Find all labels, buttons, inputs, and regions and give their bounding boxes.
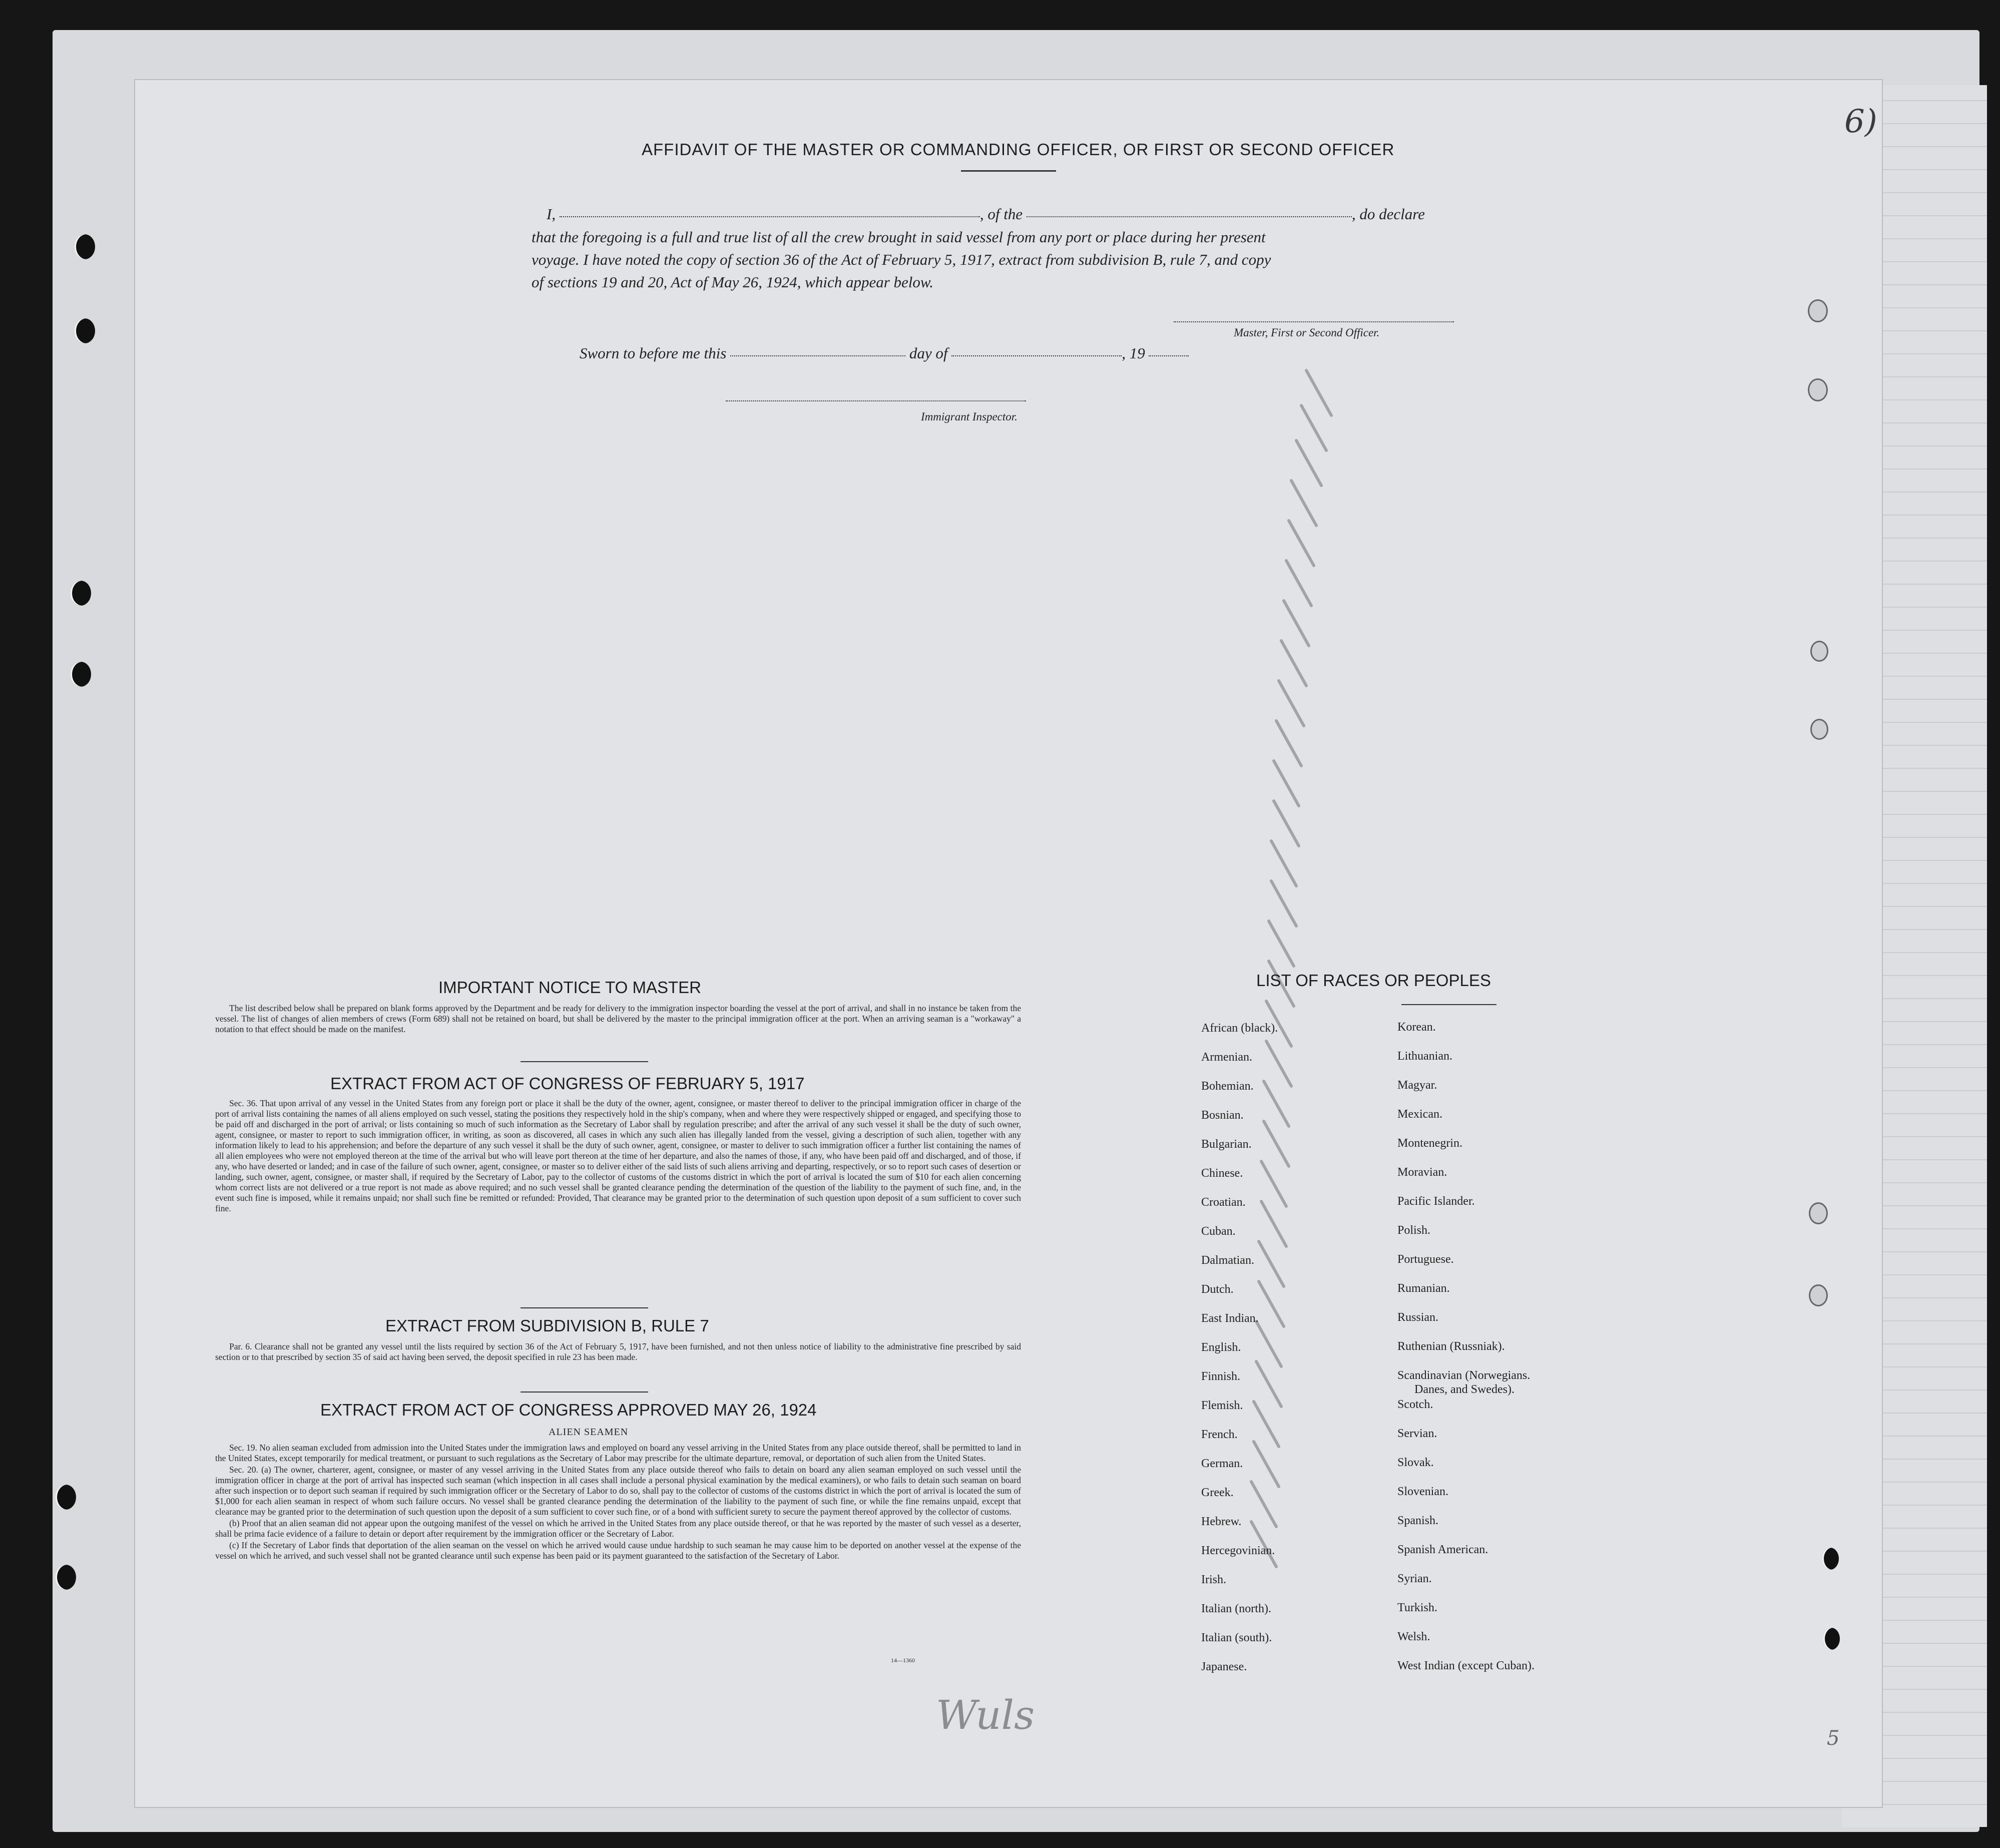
race-item: Montenegrin. xyxy=(1397,1137,1462,1150)
binder-hole xyxy=(1822,1548,1839,1570)
section-divider xyxy=(521,1392,648,1393)
race-item: Danes, and Swedes). xyxy=(1414,1383,1515,1396)
sworn-day-field[interactable] xyxy=(730,355,905,356)
race-item: Russian. xyxy=(1397,1311,1439,1324)
act-1917-heading: EXTRACT FROM ACT OF CONGRESS OF FEBRUARY 5, 1917 xyxy=(330,1074,805,1093)
race-item: Bulgarian. xyxy=(1201,1138,1252,1151)
race-item: Pacific Islander. xyxy=(1397,1195,1475,1208)
affidavit-title: AFFIDAVIT OF THE MASTER OR COMMANDING OFFICER, OR FIRST OR SECOND OFFICER xyxy=(642,140,1395,159)
race-item: Syrian. xyxy=(1397,1572,1432,1585)
section-divider xyxy=(521,1061,648,1062)
declarant-label: I, xyxy=(547,205,556,223)
race-item: Rumanian. xyxy=(1397,1282,1450,1295)
race-item: Spanish. xyxy=(1397,1514,1439,1527)
form-number: 14—1360 xyxy=(891,1657,915,1664)
inspector-signature-label: Immigrant Inspector. xyxy=(921,410,1018,423)
race-item: Turkish. xyxy=(1397,1601,1437,1614)
section-19-paragraph: Sec. 19. No alien seaman excluded from admission into the United States under the immigration laws and employed on board any vessel arriving in the United States from any place outside thereof, shall be permitted to land in the United States, except temporarily for medical treatment, or pursuant to such regulations as the Secretary of Labor may prescribe for the ultimate departure, removal, or deportation of such alien from the United States. xyxy=(215,1443,1021,1463)
race-item: Italian (south). xyxy=(1201,1631,1272,1644)
handwritten-signature-scrawl: Wuls xyxy=(936,1692,1035,1738)
declarant-name-field[interactable] xyxy=(560,216,980,217)
race-item: Irish. xyxy=(1201,1573,1226,1586)
manifest-page xyxy=(135,80,1882,1807)
section-20a-paragraph: Sec. 20. (a) The owner, charterer, agent, consignee, or master of any vessel arriving in the United States from any place outside thereof who fails to detain on board any alien seaman employed on such vessel until the immigration officer in charge at the port of arrival has inspected such seaman (which inspection in all cases shall include a personal physical examination by the medical examiners), or who fails to detain such seaman on board after such inspection or to deport such seaman if required by such immigration officer or the Secretary of Labor to do so, shall pay to the collector of customs of the customs district in which the port of arrival is located the sum of $1,000 for each alien seaman in respect of whom such failure occurs. No vessel shall be granted clearance pending the determination of the liability to the payment of such fine, or while the fine remains unpaid, except that clearance may be granted prior to the determination of such question upon the deposit of a sum sufficient to cover such fine, or of a bond with sufficient surety to secure the payment thereof approved by the collector of customs. xyxy=(215,1465,1021,1517)
race-item: Chinese. xyxy=(1201,1167,1243,1180)
vessel-label: , of the xyxy=(979,205,1023,223)
sworn-year-field[interactable] xyxy=(1149,355,1189,356)
title-underline xyxy=(961,170,1056,172)
race-item: Cuban. xyxy=(1201,1225,1236,1238)
affidavit-line-4: of sections 19 and 20, Act of May 26, 1924, which appear below. xyxy=(532,273,934,291)
races-divider xyxy=(1401,1004,1496,1005)
races-column-2 xyxy=(1397,1021,1535,1689)
race-item: Greek. xyxy=(1201,1486,1234,1499)
race-item: Ruthenian (Russniak). xyxy=(1397,1340,1505,1353)
race-item: Flemish. xyxy=(1201,1399,1243,1412)
rule-7-heading: EXTRACT FROM SUBDIVISION B, RULE 7 xyxy=(385,1316,709,1335)
vessel-name-field[interactable] xyxy=(1027,216,1352,217)
race-item: Hercegovinian. xyxy=(1201,1544,1275,1557)
notice-paragraph: The list described below shall be prepared on blank forms approved by the Department and be ready for delivery to the immigration inspector boarding the vessel at the port of arrival, and shall in no instance be taken from the vessel. The list of changes of alien members of crews (Form 689) shall not be retained on board, but shall be delivered by the master to the principal immigration officer at the port. When an arriving seaman is a "workaway" a notation to that effect should be made on the manifest. xyxy=(215,1003,1021,1034)
year-label: , 19 xyxy=(1122,344,1145,362)
sworn-label: Sworn to before me this xyxy=(580,344,727,362)
race-item: Japanese. xyxy=(1201,1660,1247,1673)
race-item: Welsh. xyxy=(1397,1630,1430,1643)
master-signature-label: Master, First or Second Officer. xyxy=(1234,326,1380,339)
races-column-1 xyxy=(1201,1022,1278,1690)
section-20c-paragraph: (c) If the Secretary of Labor finds that deportation of the alien seaman on the vessel on which he arrived would cause undue hardship to such seaman he may cause him to be deported on another vessel at the expense of the vessel on which he arrived, and such vessel shall not be granted clearance until such expense has been paid or its payment guaranteed to the satisfaction of the Secretary of Labor. xyxy=(215,1540,1021,1561)
sworn-month-field[interactable] xyxy=(951,355,1122,356)
race-item: Moravian. xyxy=(1397,1166,1447,1179)
race-item: Lithuanian. xyxy=(1397,1050,1452,1063)
master-signature-field[interactable] xyxy=(1174,321,1454,322)
affidavit-line-2: that the foregoing is a full and true list of all the crew brought in said vessel from any port or place during her present xyxy=(532,228,1266,246)
affidavit-line-1 xyxy=(547,205,1425,223)
race-item: Italian (north). xyxy=(1201,1602,1271,1615)
affidavit-line-3: voyage. I have noted the copy of section 36 of the Act of February 5, 1917, extract from subdivision B, rule 7, and copy xyxy=(532,251,1271,268)
binder-hole xyxy=(1808,299,1828,322)
alien-seamen-subheading: ALIEN SEAMEN xyxy=(549,1427,629,1438)
race-item: African (black). xyxy=(1201,1022,1278,1035)
race-item: Korean. xyxy=(1397,1021,1436,1034)
race-item: West Indian (except Cuban). xyxy=(1397,1659,1535,1672)
race-item: Armenian. xyxy=(1201,1051,1252,1064)
handwritten-page-number: 6) xyxy=(1844,103,1877,140)
binder-hole xyxy=(1823,1628,1840,1650)
inspector-signature-field[interactable] xyxy=(726,400,1026,401)
race-item: Slovak. xyxy=(1397,1456,1434,1469)
binder-hole xyxy=(1810,719,1828,740)
race-item: Croatian. xyxy=(1201,1196,1246,1209)
race-item: Scandinavian (Norwegians. xyxy=(1397,1369,1531,1382)
binder-hole xyxy=(1809,1284,1828,1306)
act-1917-text xyxy=(215,1098,1021,1215)
races-heading: LIST OF RACES OR PEOPLES xyxy=(1256,971,1491,990)
race-item: Finnish. xyxy=(1201,1370,1241,1383)
race-item: East Indian. xyxy=(1201,1312,1259,1325)
handwritten-mark: 5 xyxy=(1827,1727,1840,1750)
race-item: Slovenian. xyxy=(1397,1485,1448,1498)
notice-heading: IMPORTANT NOTICE TO MASTER xyxy=(438,978,702,997)
race-item: Hebrew. xyxy=(1201,1515,1242,1528)
race-item: Dalmatian. xyxy=(1201,1254,1254,1267)
rule-7-paragraph: Par. 6. Clearance shall not be granted any vessel until the lists required by section 36 of the Act of February 5, 1917, have been furnished, and not then unless notice of liability to the administrative fine prescribed by said section or to that prescribed by section 35 of said act having been served, the deposit specified in rule 23 has been made. xyxy=(215,1341,1021,1362)
race-item: Spanish American. xyxy=(1397,1543,1488,1556)
punch-hole xyxy=(74,318,95,343)
race-item: Mexican. xyxy=(1397,1108,1442,1121)
race-item: Magyar. xyxy=(1397,1079,1437,1092)
binder-hole xyxy=(1810,641,1828,662)
race-item: French. xyxy=(1201,1428,1238,1441)
race-item: Polish. xyxy=(1397,1224,1431,1237)
day-of-label: day of xyxy=(909,344,948,362)
race-item: Bosnian. xyxy=(1201,1109,1244,1122)
section-20b-paragraph: (b) Proof that an alien seaman did not appear upon the outgoing manifest of the vessel on which he arrived in the United States from any place outside thereof, or that he was reported by the master of such vessel as a deserter, shall be prima facie evidence of a failure to detain or deport after requirement by the immigration officer or the Secretary of Labor. xyxy=(215,1518,1021,1539)
race-item: Servian. xyxy=(1397,1427,1437,1440)
binder-hole xyxy=(1809,1202,1828,1224)
race-item: English. xyxy=(1201,1341,1241,1354)
declare-label: , do declare xyxy=(1351,205,1425,223)
notice-text xyxy=(215,1003,1021,1036)
race-item: Dutch. xyxy=(1201,1283,1234,1296)
act-1924-text xyxy=(215,1443,1021,1562)
punch-hole xyxy=(55,1565,76,1590)
act-1924-heading: EXTRACT FROM ACT OF CONGRESS APPROVED MAY 26, 1924 xyxy=(320,1401,817,1419)
punch-hole xyxy=(74,234,95,259)
punch-hole xyxy=(70,662,91,687)
section-divider xyxy=(521,1307,648,1308)
race-item: Scotch. xyxy=(1397,1398,1433,1411)
race-item: German. xyxy=(1201,1457,1243,1470)
punch-hole xyxy=(55,1485,76,1510)
punch-hole xyxy=(70,581,91,606)
rule-7-text xyxy=(215,1341,1021,1363)
race-item: Portuguese. xyxy=(1397,1253,1454,1266)
race-item: Bohemian. xyxy=(1201,1080,1254,1093)
section-36-paragraph: Sec. 36. That upon arrival of any vessel in the United States from any foreign port or place it shall be the duty of the owner, agent, consignee, or master thereof to deliver to the principal immigration officer in charge of the port of arrival lists containing the names of all aliens employed on such vessel, stating the positions they respectively hold in the ship's company, when and where they were respectively shipped or engaged, and specifying those to be paid off and discharged in the port of arrival; or lists containing so much of such information as the Secretary of Labor shall by regulation prescribe; and after the arrival of any such vessel it shall be the duty of such owner, agent, consignee, or master to report to such immigration officer, in writing, as soon as discovered, all cases in which any such alien has illegally landed from the vessel, giving a description of such alien, together with any information likely to lead to his apprehension; and before the departure of any such vessel it shall be the duty of such owner, agent, consignee, or master to deliver to such immigration officer a further list containing the names of all alien employees who were not employed thereon at the time of the arrival but who will leave port thereon at the time of her departure, and also the names of those, if any, who have been paid off and discharged, and of those, if any, who have deserted or landed; and in case of the failure of such owner, agent, consignee, or master so to deliver either of the said lists of such aliens arriving and departing, respectively, or so to report such cases of desertion or landing, such owner, agent, consignee, or master shall, if required by the Secretary of Labor, pay to the collector of customs of the customs district in which the port of arrival is located the sum of $10 for each alien concerning whom correct lists are not delivered or a true report is not made as above required; and no such vessel shall be granted clearance pending the determination of the question of the liability to the payment of such fine, and, in the event such fine is imposed, while it remains unpaid; nor shall such fine be remitted or refunded: Provided, That clearance may be granted prior to the determination of such question upon deposit of a sum sufficient to cover such fine. xyxy=(215,1098,1021,1213)
sworn-line xyxy=(580,344,1189,362)
binder-hole xyxy=(1808,378,1828,401)
